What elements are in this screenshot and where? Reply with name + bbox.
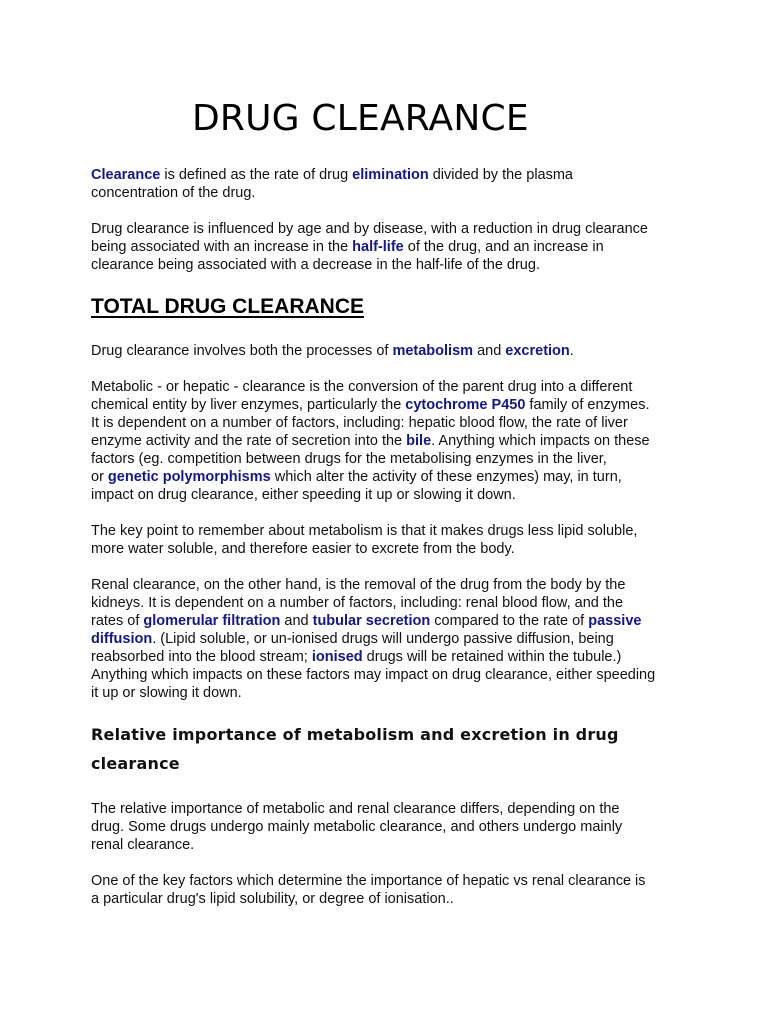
term-ionised[interactable]: ionised — [311, 649, 363, 665]
text-span: divided by the plasma concentration of the drug. — [91, 167, 573, 201]
spacer — [91, 320, 691, 342]
spacer — [91, 504, 691, 522]
text-span: . Anything which impacts on these factors (eg. competition between drugs for the metabolising enzymes in the liver, or — [91, 433, 650, 485]
text-span: is defined as the rate of drug — [160, 167, 353, 183]
text-span: compared to the rate of — [430, 613, 589, 629]
text-span: family of enzymes. It is dependent on a number of factors, including: hepatic blood flow, the rate of liver enzyme activity and the rate of secretion into the — [91, 397, 650, 449]
spacer — [91, 202, 691, 220]
term-clearance[interactable]: Clearance — [91, 167, 161, 183]
document-body — [91, 166, 691, 908]
text-span: Drug clearance is influenced by age and by disease, with a reduction in drug clearance being associated with an increase in the — [91, 221, 648, 255]
text-span: Renal clearance, on the other hand, is the removal of the drug from the body by the kidneys. It is dependent on a number of factors, including: renal blood flow, and the rates of — [91, 577, 626, 629]
text-span: and — [280, 613, 313, 629]
text-span: and — [473, 343, 506, 359]
text-span: which alter the activity of these enzymes) may, in turn, impact on drug clearance, either speeding it up or slowing it down. — [91, 469, 622, 503]
text-span: Drug clearance involves both the processes of — [91, 343, 393, 359]
spacer — [91, 558, 691, 576]
term-half-life[interactable]: half-life — [352, 239, 404, 255]
section1-paragraph-1 — [91, 342, 691, 360]
text-span: . (Lipid soluble, or un-ionised drugs will undergo passive diffusion, being reabsorbed into the blood stream; — [91, 631, 614, 665]
term-excretion[interactable]: excretion — [505, 343, 570, 359]
term-bile[interactable]: bile — [406, 433, 432, 449]
section2-paragraph-1: The relative importance of metabolic and renal clearance differs, depending on the drug. Some drugs undergo mainly metabolic clearance, and others undergo mainly renal clearance. — [91, 801, 623, 853]
intro-paragraph-2 — [91, 220, 691, 274]
text-span: . — [569, 343, 574, 359]
spacer — [91, 360, 691, 378]
section-heading-total-drug-clearance: TOTAL DRUG CLEARANCE — [91, 295, 364, 318]
page-title: DRUG CLEARANCE — [192, 98, 529, 139]
term-glomerular-filtration[interactable]: glomerular filtration — [143, 613, 281, 629]
term-passive-diffusion[interactable]: passive diffusion — [91, 613, 642, 647]
term-genetic-polymorphisms[interactable]: genetic polymorphisms — [107, 469, 271, 485]
section1-paragraph-3: The key point to remember about metabolism is that it makes drugs less lipid soluble, more water soluble, and therefore easier to excrete from the body. — [91, 523, 638, 557]
section1-paragraph-2 — [91, 378, 691, 504]
spacer — [91, 778, 691, 800]
intro-paragraph-1 — [91, 166, 691, 202]
section-heading-relative-importance: Relative importance of metabolism and excretion in drug clearance — [91, 725, 619, 773]
text-span: drugs will be retained within the tubule.) Anything which impacts on these factors may impact on drug clearance, either speeding it up or slowing it down. — [91, 649, 656, 701]
section2-paragraph-2: One of the key factors which determine the importance of hepatic vs renal clearance is a particular drug's lipid solubility, or degree of ionisation.. — [91, 873, 646, 907]
text-span: Metabolic - or hepatic - clearance is the conversion of the parent drug into a different chemical entity by liver enzymes, particularly the — [91, 379, 633, 413]
text-span: of the drug, and an increase in clearance being associated with a decrease in the half-life of the drug. — [91, 239, 604, 273]
term-elimination[interactable]: elimination — [352, 167, 429, 183]
spacer — [91, 702, 691, 720]
term-cytochrome-p450[interactable]: cytochrome P450 — [405, 397, 526, 413]
section1-paragraph-4 — [91, 576, 691, 702]
term-metabolism[interactable]: metabolism — [392, 343, 474, 359]
spacer — [91, 854, 691, 872]
term-tubular-secretion[interactable]: tubular secretion — [312, 613, 431, 629]
spacer — [91, 274, 691, 294]
